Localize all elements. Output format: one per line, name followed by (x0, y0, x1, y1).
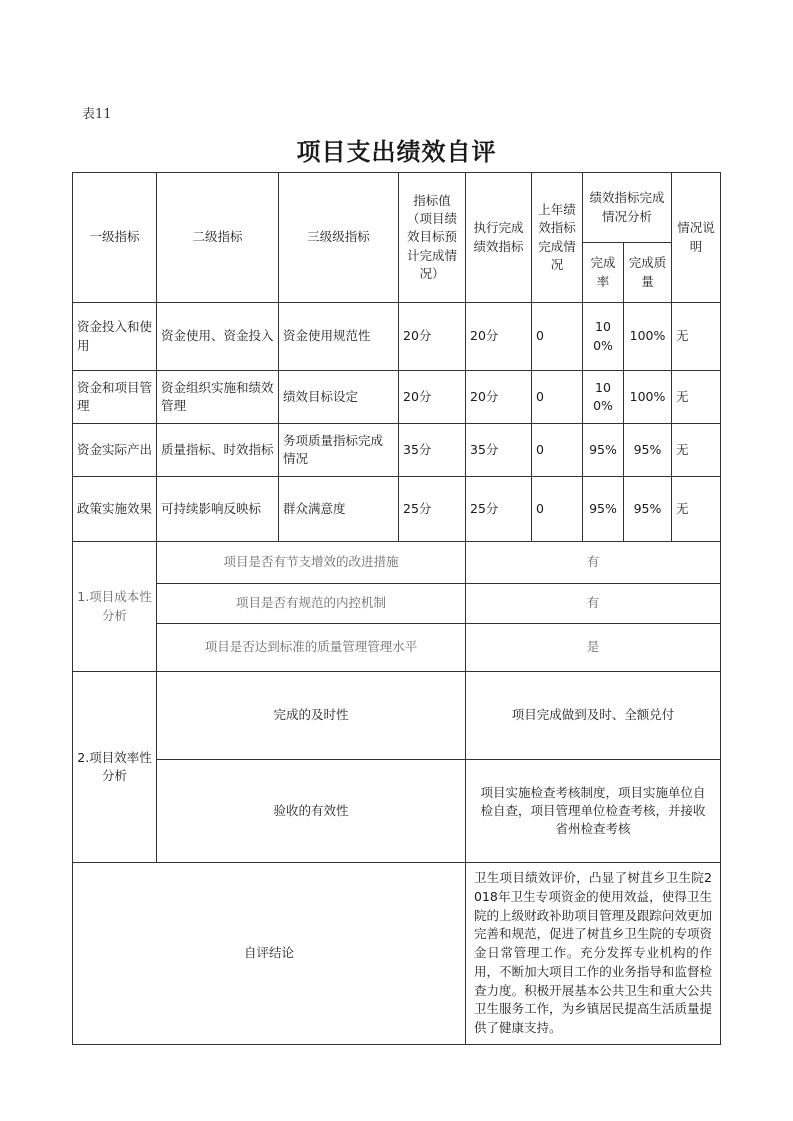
row-actual: 20分 (466, 371, 532, 424)
table-row (73, 477, 721, 542)
row-last-year: 0 (532, 303, 583, 371)
cost-answer: 有 (466, 584, 721, 624)
table-number: 表11 (82, 107, 112, 122)
row-target: 25分 (399, 477, 466, 542)
row-notes: 无 (672, 477, 721, 542)
row-level3: 资金使用规范性 (279, 303, 399, 371)
table-row (73, 303, 721, 371)
row-notes: 无 (672, 371, 721, 424)
efficiency-answer: 项目实施检查考核制度，项目实施单位自检自查，项目管理单位检查考核，并接收省州检查考核 (466, 760, 721, 863)
row-quality: 100% (624, 371, 672, 424)
row-target: 35分 (399, 424, 466, 477)
conclusion-text: 卫生项目绩效评价，凸显了树苴乡卫生院2018年卫生专项资金的使用效益，使得卫生院的上级财政补助项目管理及跟踪问效更加完善和规范，促进了树苴乡卫生院的专项资金日常管理工作。充分发挥专业机构的作用，不断加大项目工作的业务指导和监督检查力度。积极开展基本公共卫生和重大公共卫生服务工作，为乡镇居民提高生活质量提供了健康支持。 (466, 863, 721, 1045)
row-level2: 质量指标、时效指标 (157, 424, 279, 477)
efficiency-question: 完成的及时性 (157, 672, 466, 760)
cost-analysis-row (73, 584, 721, 624)
header-actual: 执行完成绩效指标 (466, 173, 532, 303)
header-completion-rate: 完成率 (583, 243, 624, 303)
row-actual: 20分 (466, 303, 532, 371)
row-rate: 95% (583, 477, 624, 542)
cost-question: 项目是否有规范的内控机制 (157, 584, 466, 624)
cost-analysis-row (73, 542, 721, 584)
table-row (73, 371, 721, 424)
table-row (73, 424, 721, 477)
row-target: 20分 (399, 303, 466, 371)
efficiency-analysis-row (73, 760, 721, 863)
header-analysis: 绩效指标完成情况分析 (583, 173, 672, 243)
efficiency-answer: 项目完成做到及时、全额兑付 (466, 672, 721, 760)
cost-analysis-label: 1.项目成本性分析 (73, 542, 157, 672)
row-quality: 95% (624, 477, 672, 542)
row-notes: 无 (672, 424, 721, 477)
row-target: 20分 (399, 371, 466, 424)
performance-table (72, 172, 720, 1045)
row-level2: 可持续影响反映标 (157, 477, 279, 542)
cost-question: 项目是否有节支增效的改进措施 (157, 542, 466, 584)
row-rate: 95% (583, 424, 624, 477)
row-actual: 35分 (466, 424, 532, 477)
header-level3: 三级级指标 (279, 173, 399, 303)
row-last-year: 0 (532, 424, 583, 477)
row-level1: 资金实际产出 (73, 424, 157, 477)
row-last-year: 0 (532, 371, 583, 424)
row-actual: 25分 (466, 477, 532, 542)
row-level1: 资金和项目管理 (73, 371, 157, 424)
header-completion-quality: 完成质量 (624, 243, 672, 303)
cost-analysis-row (73, 624, 721, 672)
header-notes: 情况说明 (672, 173, 721, 303)
row-last-year: 0 (532, 477, 583, 542)
row-level3: 务项质量指标完成情况 (279, 424, 399, 477)
efficiency-analysis-label: 2.项目效率性分析 (73, 672, 157, 863)
header-target: 指标值（项目绩效目标预计完成情况） (399, 173, 466, 303)
row-level1: 政策实施效果 (73, 477, 157, 542)
row-level2: 资金组织实施和绩效管理 (157, 371, 279, 424)
row-quality: 95% (624, 424, 672, 477)
cost-question: 项目是否达到标准的质量管理管理水平 (157, 624, 466, 672)
page-title: 项目支出绩效自评 (296, 138, 497, 166)
row-notes: 无 (672, 303, 721, 371)
conclusion-label: 自评结论 (73, 863, 466, 1045)
row-level3: 群众满意度 (279, 477, 399, 542)
row-level1: 资金投入和使用 (73, 303, 157, 371)
efficiency-question: 验收的有效性 (157, 760, 466, 863)
row-level2: 资金使用、资金投入 (157, 303, 279, 371)
header-last-year: 上年绩效指标完成情况 (532, 173, 583, 303)
row-level3: 绩效目标设定 (279, 371, 399, 424)
row-rate: 100% (583, 371, 624, 424)
table-header-row (73, 173, 721, 243)
cost-answer: 是 (466, 624, 721, 672)
header-level2: 二级指标 (157, 173, 279, 303)
cost-answer: 有 (466, 542, 721, 584)
efficiency-analysis-row (73, 672, 721, 760)
row-quality: 100% (624, 303, 672, 371)
conclusion-row (73, 863, 721, 1045)
header-level1: 一级指标 (73, 173, 157, 303)
row-rate: 100% (583, 303, 624, 371)
